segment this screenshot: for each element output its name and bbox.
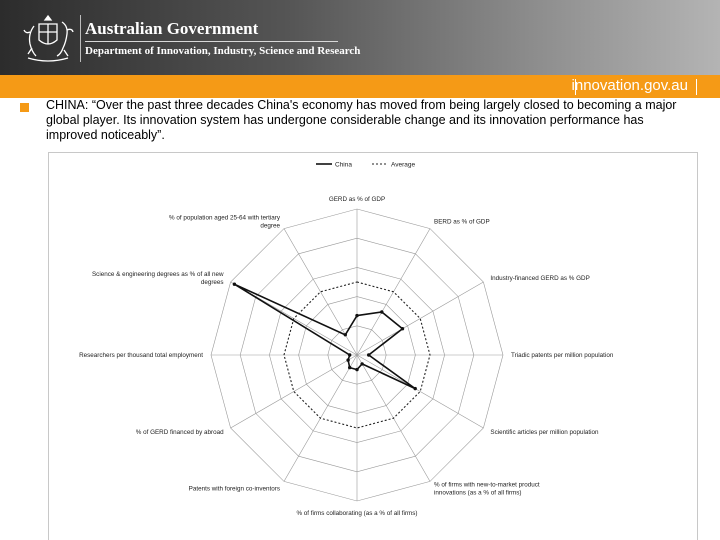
axis-label-11: Science & engineering degrees as % of all new degrees (91, 271, 224, 286)
axis-label-2: BERD as % of GDP (434, 218, 490, 226)
series-china-point-12 (344, 333, 347, 336)
series-china-point-9 (346, 358, 349, 361)
axis-label-1: GERD as % of GDP (328, 196, 386, 203)
series-china-point-4 (367, 353, 370, 356)
axis-spoke-3 (357, 282, 483, 355)
axis-label-8: Patents with foreign co-inventors (188, 485, 280, 493)
axis-label-6: % of firms with new-to-market product innovations (as a % of all firms) (434, 481, 540, 497)
header-rule (85, 41, 338, 42)
site-url: innovation.gov.au (571, 77, 688, 94)
series-china-point-8 (348, 366, 351, 369)
axis-label-12: % of population aged 25-64 with tertiary degree (169, 214, 280, 230)
axis-label-3: Industry-financed GERD as % GDP (490, 275, 590, 282)
axis-label-5: Scientific articles per million population (490, 429, 599, 436)
bullet-square-icon (20, 103, 29, 112)
radar-chart (48, 152, 698, 540)
crest-divider (80, 15, 81, 62)
axis-label-7: % of firms collaborating (as a % of all firms) (296, 510, 418, 517)
legend-label-average: Average (391, 161, 416, 169)
axis-label-10: Researchers per thousand total employment (79, 352, 203, 359)
series-china-point-7 (355, 368, 358, 371)
department-name: Department of Innovation, Industry, Science and Research (85, 45, 361, 57)
axis-spoke-9 (231, 355, 357, 428)
axis-label-4: Triadic patents per million population (511, 352, 614, 359)
coat-of-arms-icon (20, 12, 76, 64)
series-china-point-3 (401, 327, 404, 330)
series-china-point-2 (380, 310, 383, 313)
series-china-point-1 (355, 314, 358, 317)
axis-label-9: % of GERD financed by abroad (135, 429, 224, 436)
header-banner (0, 0, 720, 75)
series-china-point-5 (414, 387, 417, 390)
series-china-point-11 (233, 283, 236, 286)
bullet-text: CHINA: “Over the past three decades China's economy has moved from being largely closed to becoming a major global player. Its innovation system has undergone considerable change and its innovation performance has improved noticeably”. (46, 98, 677, 142)
legend-label-china: China (335, 161, 352, 169)
series-china-point-6 (360, 362, 363, 365)
series-china-point-10 (348, 353, 351, 356)
gov-title: Australian Government (85, 19, 259, 38)
axis-spoke-5 (357, 355, 483, 428)
site-divider-right (696, 79, 697, 95)
